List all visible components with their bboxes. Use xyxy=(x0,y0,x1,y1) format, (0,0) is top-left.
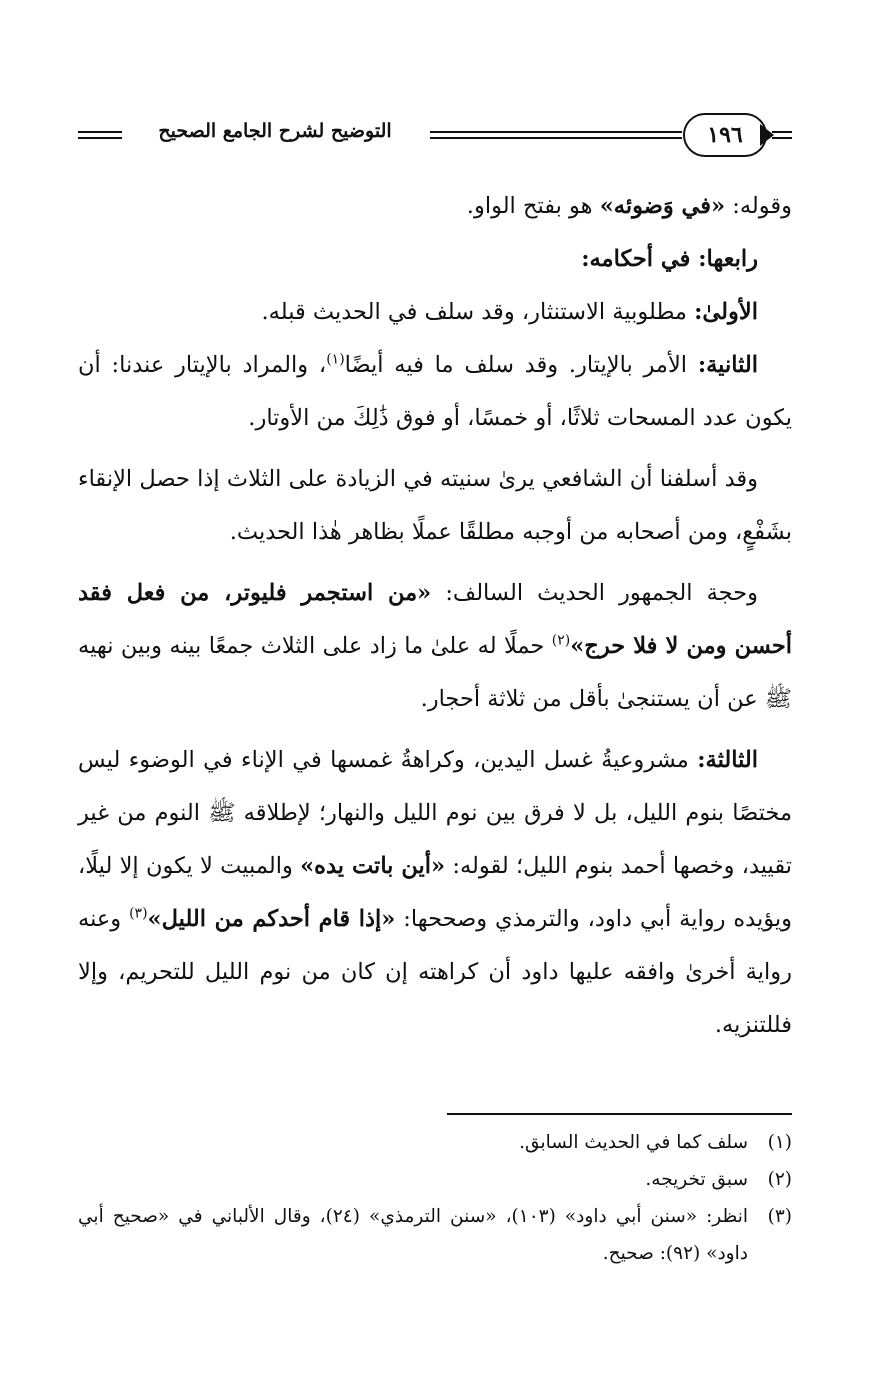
paragraph xyxy=(78,286,792,339)
header-rule-right-2 xyxy=(772,137,792,139)
paragraph xyxy=(78,734,792,1052)
section-heading: رابعها: في أحكامه: xyxy=(581,246,758,272)
text-run: حملًا له علىٰ ما زاد على الثلاث جمعًا بينه وبين نهيه ﷺ عن أن يستنجىٰ بأقل من ثلاثة أحجار. xyxy=(78,633,792,712)
point-label: الثالثة: xyxy=(697,747,758,773)
paragraph xyxy=(78,180,792,233)
hadith-quote: «أين باتت يده» xyxy=(300,853,446,879)
hadith-quote: «إذا قام أحدكم من الليل» xyxy=(147,906,396,932)
quoted-phrase: «في وَضوئه» xyxy=(599,193,726,219)
footnote-text: سلف كما في الحديث السابق. xyxy=(519,1132,748,1153)
text-run: وعنه رواية أخرىٰ وافقه عليها داود أن كراهته إن كان من نوم الليل للتحريم، وإلا فللتنزيه. xyxy=(78,906,792,1038)
footnote-text: انظر: «سنن أبي داود» (١٠٣)، «سنن الترمذي» (٢٤)، وقال الألباني في «صحيح أبي داود» (٩٢): صحيح. xyxy=(78,1206,748,1264)
text-run: ، والمراد بالإيتار عندنا: أن يكون عدد المسحات ثلاثًا، أو خمسًا، أو فوق ذَٰلِكَ من الأوتار. xyxy=(78,352,792,431)
paragraph: وقد أسلفنا أن الشافعي يرىٰ سنيته في الزيادة على الثلاث إذا حصل الإنقاء بشَفْعٍ، ومن أصحابه من أوجبه مطلقًا عملًا بظاهر هٰذا الحديث. xyxy=(78,466,792,545)
paragraph xyxy=(78,567,792,726)
text-run: وحجة الجمهور الحديث السالف: xyxy=(431,580,758,606)
text-run: وقوله: xyxy=(725,193,792,219)
footnote xyxy=(78,1198,792,1272)
text-run: هو بفتح الواو. xyxy=(466,193,600,219)
page-number: ١٩٦ xyxy=(683,113,767,157)
footnote-separator xyxy=(447,1113,792,1115)
footnote-number: (٣) xyxy=(767,1206,792,1227)
footnote xyxy=(78,1161,792,1198)
header-rule-left xyxy=(78,131,122,133)
text-run: والمبيت لا يكون إلا ليلًا، ويؤيده رواية أبي داود، والترمذي وصححها: xyxy=(78,853,792,932)
point-label: الثانية: xyxy=(697,352,758,378)
text-run: مطلوبية الاستنثار، وقد سلف في الحديث قبله. xyxy=(261,299,695,325)
footnote-ref: (١) xyxy=(326,351,345,368)
header-rule-right xyxy=(772,131,792,133)
text-run: الأمر بالإيتار. وقد سلف ما فيه أيضًا xyxy=(344,352,698,378)
footnote-text: سبق تخريجه. xyxy=(645,1169,748,1190)
footnote-ref: (٢) xyxy=(551,632,571,649)
footnote-ref: (٣) xyxy=(129,905,148,922)
text-run: مشروعيةُ غسل اليدين، وكراهةُ غمسها في الإناء في الوضوء ليس مختصًا بنوم الليل، بل لا فرق بين نوم الليل والنهار؛ لإطلاقه ﷺ النوم من غير تقييد، وخصها أحمد بنوم الليل؛ لقوله: xyxy=(78,747,792,879)
point-label: الأولىٰ: xyxy=(694,299,758,325)
paragraph xyxy=(78,339,792,445)
running-title: التوضيح لشرح الجامع الصحيح xyxy=(158,120,392,142)
header-rule-left-2 xyxy=(78,137,122,139)
header-rule-middle-2 xyxy=(430,137,682,139)
header-rule-middle xyxy=(430,131,682,133)
footnote-number: (٢) xyxy=(767,1169,792,1190)
footnotes xyxy=(78,1124,792,1272)
footnote-number: (١) xyxy=(767,1132,792,1153)
hadith-quote: «من استجمر فليوتر، من فعل فقد أحسن ومن لا فلا حرج» xyxy=(78,580,792,659)
main-text xyxy=(78,180,792,1052)
footnote xyxy=(78,1124,792,1161)
